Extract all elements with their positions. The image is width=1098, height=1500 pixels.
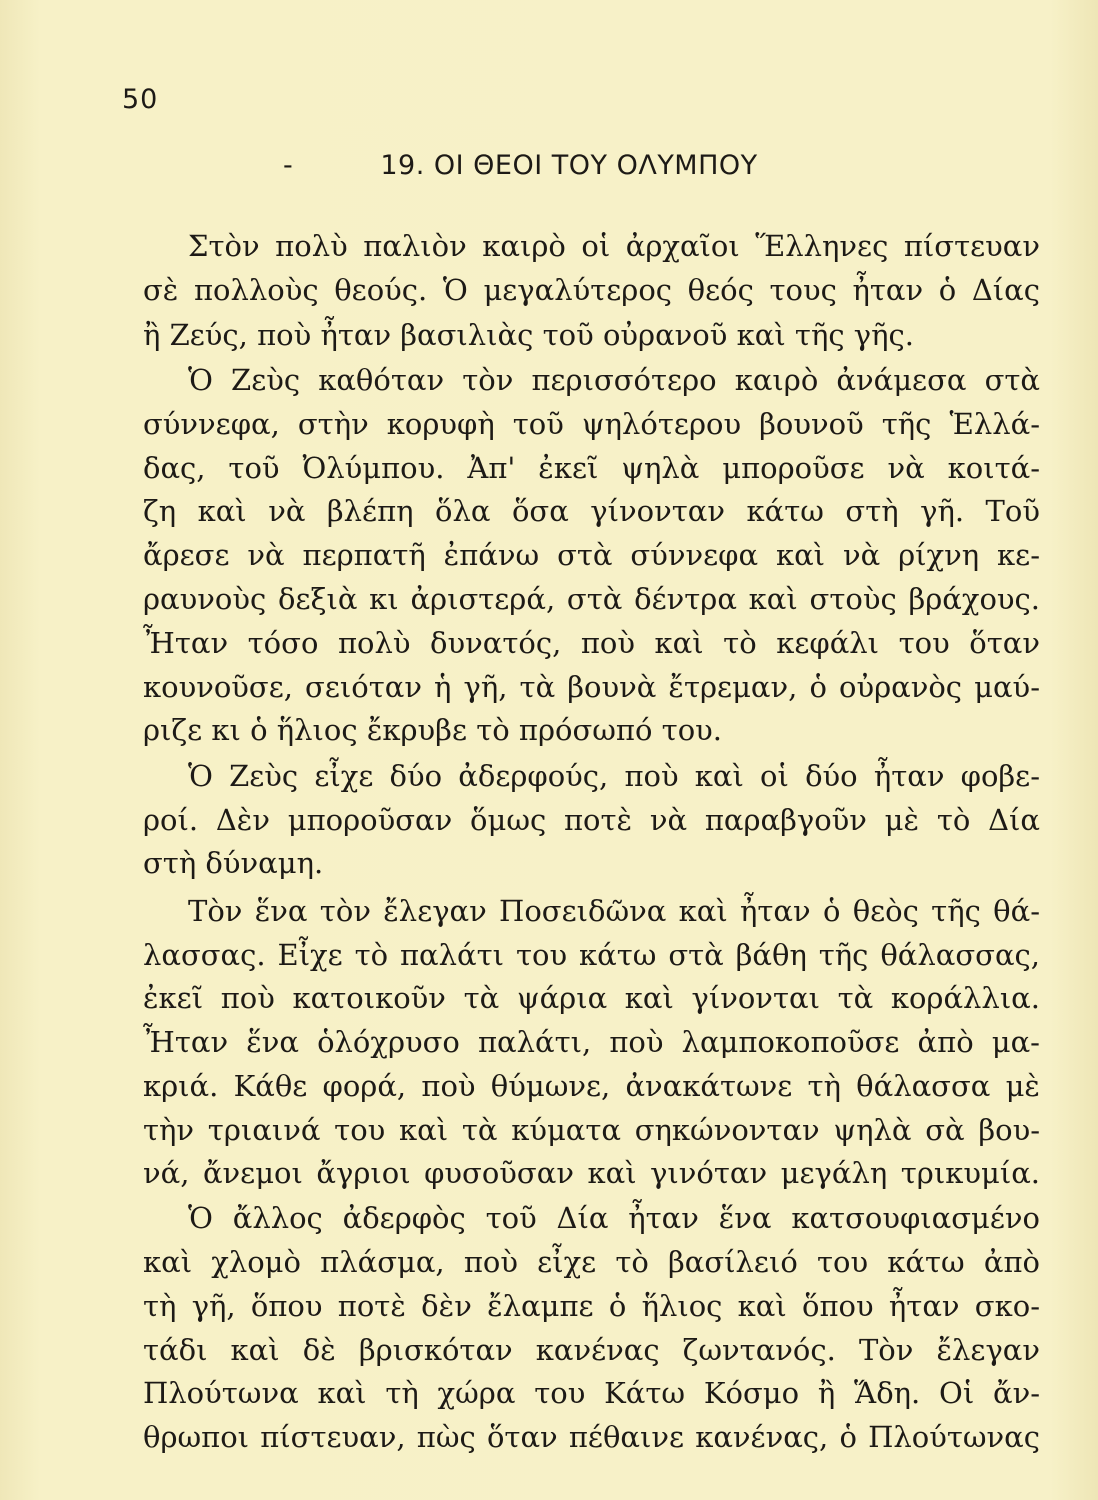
text-line: ζη καὶ νὰ βλέπη ὅλα ὅσα γίνονταν κάτω στὴ γῆ. Τοῦ <box>143 494 1040 528</box>
text-line: νά, ἄνεμοι ἄγριοι φυσοῦσαν καὶ γινόταν μεγάλη τρικυμία. <box>143 1156 1040 1190</box>
text-line: κριά. Κάθε φορά, ποὺ θύμωνε, ἀνακάτωνε τὴ θάλασσα μὲ <box>143 1069 1040 1103</box>
text-line: Ἦταν τόσο πολὺ δυνατός, ποὺ καὶ τὸ κεφάλι του ὅταν <box>143 626 1040 660</box>
text-line: δας, τοῦ Ὀλύμπου. Ἀπ' ἐκεῖ ψηλὰ μποροῦσε νὰ κοιτά- <box>143 451 1040 485</box>
text-line: σύννεφα, στὴν κορυφὴ τοῦ ψηλότερου βουνοῦ τῆς Ἑλλά- <box>143 407 1040 441</box>
text-line: Τὸν ἕνα τὸν ἔλεγαν Ποσειδῶνα καὶ ἦταν ὁ θεὸς τῆς θά- <box>188 894 1040 928</box>
text-line: ροί. Δὲν μποροῦσαν ὅμως ποτὲ νὰ παραβγοῦν μὲ τὸ Δία <box>143 803 1040 837</box>
text-line: Ὁ ἄλλος ἀδερφὸς τοῦ Δία ἦταν ἕνα κατσουφιασμένο <box>188 1201 1040 1235</box>
text-line: Πλούτωνα καὶ τὴ χώρα του Κάτω Κόσμο ἢ Ἅδη. Οἱ ἄν- <box>143 1376 1040 1410</box>
page-number: 50 <box>122 84 159 115</box>
text-line: ἐκεῖ ποὺ κατοικοῦν τὰ ψάρια καὶ γίνονται τὰ κοράλλια. <box>143 981 1040 1015</box>
text-line: τάδι καὶ δὲ βρισκόταν κανένας ζωντανός. Τὸν ἔλεγαν <box>143 1333 1040 1367</box>
text-line: Στὸν πολὺ παλιὸν καιρὸ οἱ ἀρχαῖοι Ἕλληνες πίστευαν <box>188 229 1040 263</box>
text-line: Ὁ Ζεὺς καθόταν τὸν περισσότερο καιρὸ ἀνάμεσα στὰ <box>188 363 1040 397</box>
chapter-title: 19. ΟΙ ΘΕΟΙ ΤΟΥ ΟΛΥΜΠΟΥ <box>380 150 758 181</box>
text-line: ριζε κι ὁ ἥλιος ἔκρυβε τὸ πρόσωπό του. <box>143 713 723 747</box>
text-line: τὴ γῆ, ὅπου ποτὲ δὲν ἔλαμπε ὁ ἥλιος καὶ ὅπου ἦταν σκο- <box>143 1289 1040 1323</box>
text-line: καὶ χλομὸ πλάσμα, ποὺ εἶχε τὸ βασίλειό του κάτω ἀπὸ <box>143 1245 1040 1279</box>
text-line: λασσας. Εἶχε τὸ παλάτι του κάτω στὰ βάθη τῆς θάλασσας, <box>143 938 1040 972</box>
text-line: ραυνοὺς δεξιὰ κι ἀριστερά, στὰ δέντρα καὶ στοὺς βράχους. <box>143 582 1040 616</box>
text-line: σὲ πολλοὺς θεούς. Ὁ μεγαλύτερος θεός τους ἦταν ὁ Δίας <box>143 273 1040 307</box>
text-line: τὴν τριαινά του καὶ τὰ κύματα σηκώνονταν ψηλὰ σὰ βου- <box>143 1113 1040 1147</box>
title-dash: - <box>283 150 293 181</box>
text-line: στὴ δύναμη. <box>143 846 324 880</box>
text-line: ἢ Ζεύς, ποὺ ἦταν βασιλιὰς τοῦ οὐρανοῦ καὶ τῆς γῆς. <box>143 318 914 352</box>
text-line: ἄρεσε νὰ περπατῆ ἐπάνω στὰ σύννεφα καὶ νὰ ρίχνη κε- <box>143 538 1040 572</box>
text-line: θρωποι πίστευαν, πὼς ὅταν πέθαινε κανένας, ὁ Πλούτωνας <box>143 1420 1040 1454</box>
text-line: Ἦταν ἕνα ὁλόχρυσο παλάτι, ποὺ λαμποκοποῦσε ἀπὸ μα- <box>143 1025 1040 1059</box>
text-line: κουνοῦσε, σειόταν ἡ γῆ, τὰ βουνὰ ἔτρεμαν, ὁ οὐρανὸς μαύ- <box>143 670 1040 704</box>
text-line: Ὁ Ζεὺς εἶχε δύο ἀδερφούς, ποὺ καὶ οἱ δύο ἦταν φοβε- <box>188 759 1040 793</box>
